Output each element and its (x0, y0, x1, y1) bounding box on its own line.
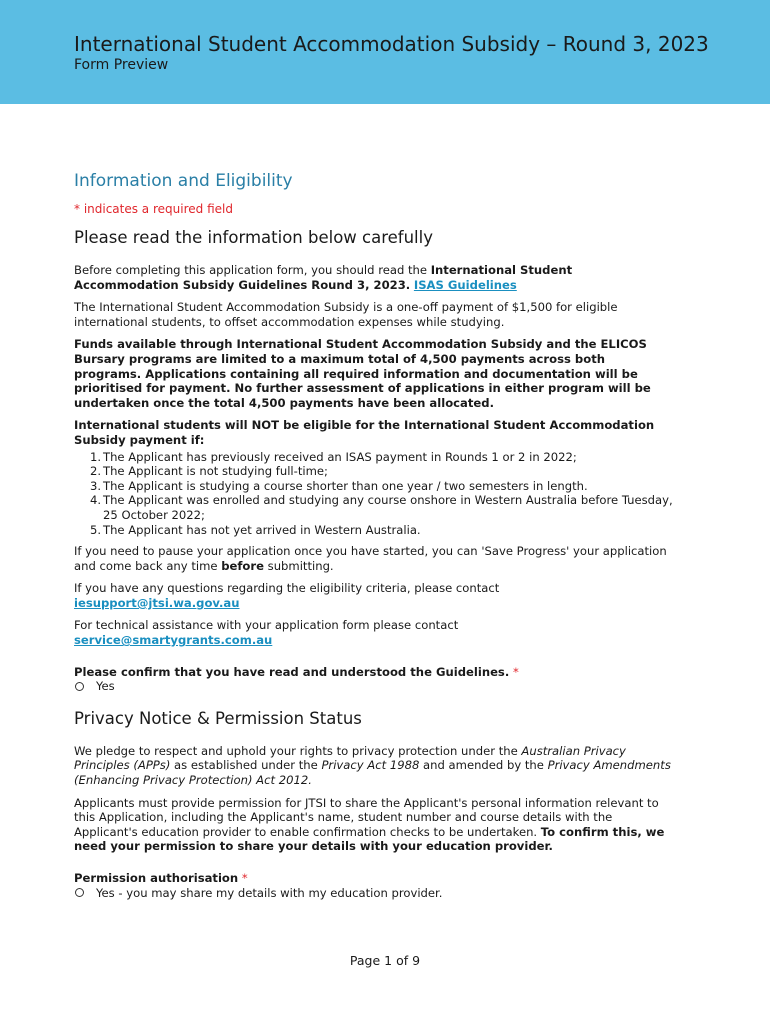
privacy-heading: Privacy Notice & Permission Status (74, 708, 362, 728)
radio-button[interactable] (75, 682, 84, 691)
form-header (0, 0, 770, 104)
read-carefully-heading: Please read the information below carefully (74, 228, 433, 247)
form-subtitle: Form Preview (74, 57, 169, 73)
permission-paragraph: Applicants must provide permission for JTSI to share the Applicant's personal information relevant to this Application, including the Applicant's name, student number and course details with the Applicant's education provider to enable confirmation checks to be undertaken. To confirm this, we need your permission to share your details with your education provider. (74, 795, 665, 854)
funds-notice: Funds available through International Student Accommodation Subsidy and the ELICOS Bursary programs are limited to a maximum total of 4,500 payments across both programs. Applications containing all required information and documentation will be prioritised for payment. No further assessment of applications in either program will be undertaken once the total 4,500 payments have been allocated. (74, 337, 651, 410)
required-asterisk: * (512, 664, 519, 679)
technical-contact: For technical assistance with your application form please contact service@smartygrants.com.au (74, 618, 459, 648)
guidelines-question-label: Please confirm that you have read and understood the Guidelines. * (74, 664, 519, 679)
guidelines-paragraph: Before completing this application form, you should read the International Student Accommodation Subsidy Guidelines Round 3, 2023. ISAS Guidelines (74, 263, 573, 292)
required-asterisk: * (241, 871, 248, 885)
list-item: 4. The Applicant was enrolled and studying any course onshore in Western Australia before Tuesday, 25 October 2022; (90, 493, 673, 522)
iesupport-email-link[interactable]: iesupport@jtsi.wa.gov.au (74, 595, 240, 610)
required-field-note: * indicates a required field (74, 202, 233, 216)
ineligibility-list (74, 450, 674, 538)
list-item: 3. The Applicant is studying a course shorter than one year / two semesters in length. (90, 478, 588, 493)
privacy-paragraph: We pledge to respect and uphold your rights to privacy protection under the Australian Privacy Principles (APPs) as established under the Privacy Act 1988 and amended by the Privacy Amendments (Enhancing Privacy Protection) Act 2012. (74, 743, 671, 788)
form-title: International Student Accommodation Subsidy – Round 3, 2023 (74, 32, 709, 56)
eligibility-heading: International students will NOT be eligible for the International Student Accommodation Subsidy payment if: (74, 418, 655, 447)
subsidy-description: The International Student Accommodation Subsidy is a one-off payment of $1,500 for eligible international students, to offset accommodation expenses while studying. (74, 300, 618, 329)
smartygrants-email-link[interactable]: service@smartygrants.com.au (74, 633, 273, 648)
list-item: 2. The Applicant is not studying full-time; (90, 464, 328, 479)
permission-question-label: Permission authorisation * (74, 871, 248, 885)
list-item: 5. The Applicant has not yet arrived in Western Australia. (90, 522, 421, 537)
radio-button[interactable] (75, 888, 84, 897)
form-content (74, 170, 674, 900)
permission-option[interactable]: Yes - you may share my details with my education provider. (74, 886, 674, 901)
isas-guidelines-link[interactable]: ISAS Guidelines (413, 277, 517, 292)
guidelines-confirm-option[interactable]: Yes (74, 679, 674, 694)
save-progress-note: If you need to pause your application once you have started, you can 'Save Progress' your application and come back any time before submitting. (74, 544, 667, 573)
eligibility-contact: If you have any questions regarding the eligibility criteria, please contact iesupport@jtsi.wa.gov.au (74, 581, 500, 610)
list-item: 1. The Applicant has previously received an ISAS payment in Rounds 1 or 2 in 2022; (90, 449, 577, 464)
page-number: Page 1 of 9 (349, 953, 421, 968)
section-title-information: Information and Eligibility (74, 171, 293, 191)
